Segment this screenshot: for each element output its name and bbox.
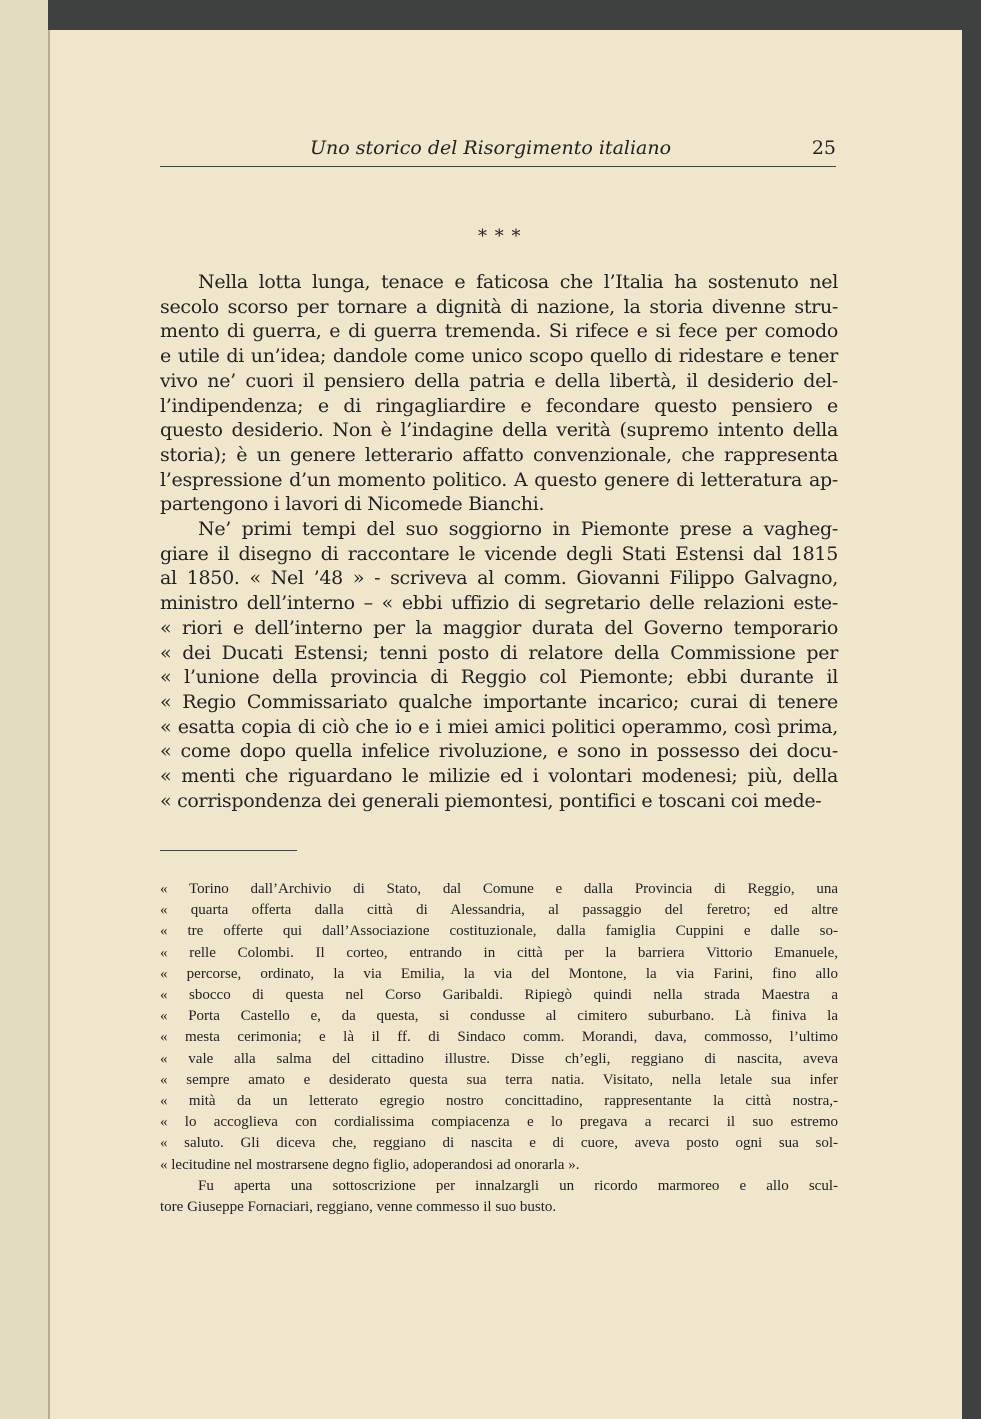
previous-page-edge <box>0 0 50 1419</box>
footnote-line: tore Giuseppe Fornaciari, reggiano, venne commesso il suo busto. <box>160 1199 557 1215</box>
body-line: « dei Ducati Estensi; tenni posto di relatore della Commissione per <box>160 641 838 664</box>
body-line: ministro dell’interno – « ebbi uffizio di segretario delle relazioni este- <box>160 592 838 615</box>
body-line: « menti che riguardano le milizie ed i volontari modenesi; più, della <box>160 765 838 787</box>
body-line: storia); è un genere letterario affatto convenzionale, che rappresenta <box>160 443 838 466</box>
running-header <box>160 137 836 161</box>
body-line: Nella lotta lunga, tenace e faticosa che l’Italia ha sostenuto nel <box>198 271 838 293</box>
footnote-line: « relle Colombi. Il corteo, entrando in città per la barriera Vittorio Emanuele, <box>160 944 838 961</box>
footnote-line: « mesta cerimonia; e là il ff. di Sindaco comm. Morandi, dava, commosso, l’ultimo <box>160 1029 838 1046</box>
footnote-line: « saluto. Gli diceva che, reggiano di nascita e di cuore, aveva posto ogni sua sol- <box>160 1135 838 1152</box>
body-line: al 1850. « Nel ’48 » - scriveva al comm. Giovanni Filippo Galvagno, <box>160 567 838 590</box>
body-line: « riori e dell’interno per la maggior durata del Governo temporario <box>160 616 838 639</box>
body-line: Ne’ primi tempi del suo soggiorno in Piemonte prese a vagheg- <box>198 518 838 540</box>
footnote-line: « lo accoglieva con cordialissima compiacenza e lo pregava a recarci il suo estremo <box>160 1114 838 1131</box>
footnote-line: « quarta offerta dalla città di Alessandria, al passaggio del feretro; ed altre <box>160 902 838 919</box>
body-line: giare il disegno di raccontare le vicende degli Stati Estensi dal 1815 <box>160 542 838 565</box>
footnote-rule <box>160 850 297 851</box>
body-line: « Regio Commissariato qualche importante incarico; curai di tenere <box>160 690 838 713</box>
body-line: « esatta copia di ciò che io e i miei amici politici operammo, così prima, <box>160 715 838 738</box>
body-line: l’espressione d’un momento politico. A questo genere di letteratura ap- <box>160 468 838 491</box>
footnote-line: « percorse, ordinato, la via Emilia, la via del Montone, la via Farini, fino allo <box>160 965 838 982</box>
page-number: 25 <box>811 137 836 159</box>
footnote-line: « mità da un letterato egregio nostro concittadino, rappresentante la città nostra,- <box>160 1093 838 1109</box>
footnote-line: Fu aperta una sottoscrizione per innalzargli un ricordo marmoreo e allo scul- <box>198 1177 838 1194</box>
body-line: « l’unione della provincia di Reggio col Piemonte; ebbi durante il <box>160 666 838 689</box>
footnote-line: « Porta Castello e, da questa, si condusse al cimitero suburbano. Là finiva la <box>160 1008 838 1025</box>
body-line: l’indipendenza; e di ringagliardire e fecondare questo pensiero e <box>160 394 838 417</box>
footnote-line: « tre offerte qui dall’Associazione costituzionale, dalla famiglia Cuppini e dalle so- <box>160 923 838 940</box>
body-line: vivo ne’ cuori il pensiero della patria e della libertà, il desiderio del- <box>160 369 838 392</box>
footnote-line: « Torino dall’Archivio di Stato, dal Comune e dalla Provincia di Reggio, una <box>160 881 838 897</box>
body-line: « corrispondenza dei generali piemontesi, pontifici e toscani coi mede- <box>160 789 822 812</box>
body-line: secolo scorso per tornare a dignità di nazione, la storia divenne stru- <box>160 295 838 318</box>
body-line: questo desiderio. Non è l’indagine della verità (supremo intento della <box>160 419 838 442</box>
header-rule <box>160 166 836 167</box>
body-line: partengono i lavori di Nicomede Bianchi. <box>160 493 545 516</box>
body-line: e utile di un’idea; dandole come unico scopo quello di ridestare e tener <box>160 345 838 368</box>
footnote-line: « sbocco di questa nel Corso Garibaldi. Ripiegò quindi nella strada Maestra a <box>160 987 838 1003</box>
section-separator: * * * <box>478 226 522 247</box>
body-line: mento di guerra, e di guerra tremenda. Si rifece e si fece per comodo <box>160 320 838 343</box>
footnote-line: « vale alla salma del cittadino illustre. Disse ch’egli, reggiano di nascita, aveva <box>160 1050 838 1067</box>
footnote-line: « lecitudine nel mostrarsene degno figlio, adoperandosi ad onorarla ». <box>160 1156 580 1173</box>
footnote-line: « sempre amato e desiderato questa sua terra natia. Visitato, nella letale sua infer <box>160 1071 838 1088</box>
scan-background <box>48 0 981 30</box>
body-line: « come dopo quella infelice rivoluzione, e sono in possesso dei docu- <box>160 740 838 763</box>
running-title: Uno storico del Risorgimento italiano <box>310 137 672 159</box>
